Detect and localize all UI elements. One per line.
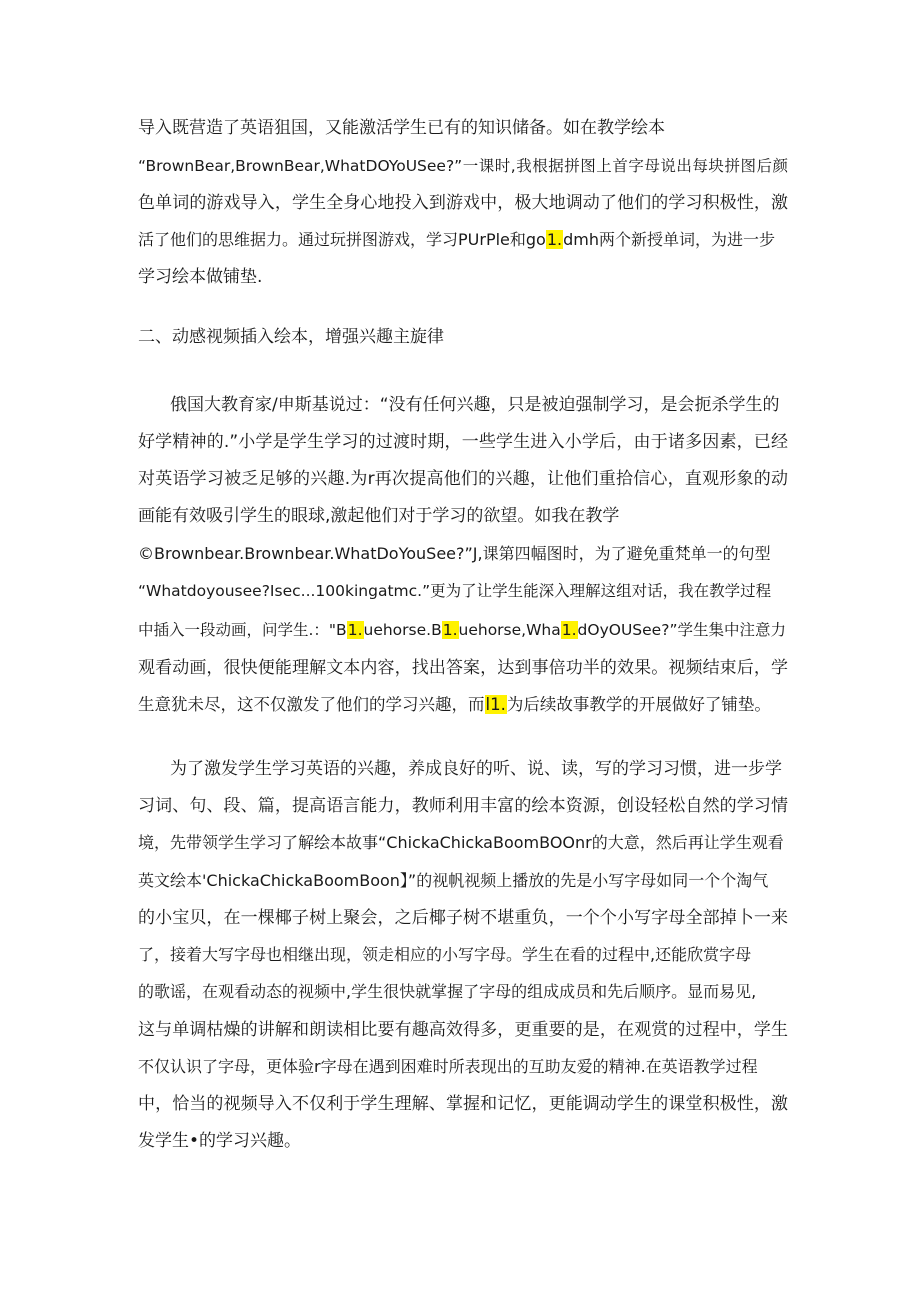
text-line: 好学精神的.”小学是学生学习的过渡时期，一些学生进入小学后，由于诸多因素，已经 bbox=[138, 432, 788, 452]
highlight-mark: 1. bbox=[546, 230, 563, 249]
text-line: “BrownBear,BrownBear,WhatDOYoUSee?”一课时,我根据拼图上首字母说出每块拼图后颜 bbox=[138, 157, 788, 175]
text-line: 中，恰当的视频导入不仅利于学生理解、掌握和记忆，更能调动学生的课堂积极性，激 bbox=[138, 1094, 788, 1114]
text-line: 这与单调枯燥的讲解和朗读相比要有趣高效得多，更重要的是，在观赏的过程中，学生 bbox=[138, 1020, 788, 1040]
text-run: uehorse,Wha bbox=[458, 621, 561, 639]
text-line: 不仅认识了字母，更体验r字母在遇到困难时所表现出的互助友爱的精神.在英语教学过程 bbox=[138, 1057, 758, 1076]
text-line: 的歌谣，在观看动态的视频中,学生很快就掌握了字母的组成成员和先后顺序。显而易见, bbox=[138, 982, 757, 1001]
text-line bbox=[138, 617, 788, 643]
text-line: 对英语学习被乏足够的兴趣.为r再次提高他们的兴趣，让他们重拾信心，直观形象的动 bbox=[138, 469, 788, 489]
text-line: 导入既营造了英语狙国，又能激活学生已有的知识储备。如在教学绘本 bbox=[138, 118, 665, 138]
text-line: 发学生•的学习兴趣。 bbox=[138, 1131, 302, 1151]
highlight-mark: 1. bbox=[561, 621, 577, 639]
highlight-mark: l1. bbox=[485, 695, 506, 714]
text-line: 画能有效吸引学生的眼球,激起他们对于学习的欲望。如我在教学 bbox=[138, 506, 620, 526]
text-line: 习词、句、段、篇，提高语言能力，教师利用丰富的绘本资源，创设轻松自然的学习情 bbox=[138, 796, 788, 816]
text-line: “Whatdoyousee?Isec...100kingatmc.”更为了让学生能深入理解这组对话，我在教学过程 bbox=[138, 582, 772, 600]
highlight-mark: 1. bbox=[442, 621, 458, 639]
text-run: dOyOUSee?”学生集中注意力 bbox=[577, 621, 786, 639]
text-run: 中插入一段动画，问学生.："B bbox=[138, 621, 347, 639]
text-line bbox=[138, 227, 788, 253]
text-line: 英文绘本'ChickaChickaBoomBoon】”的视帆视频上播放的先是小写字母如同一个个淘气 bbox=[138, 871, 769, 890]
text-line: 学习绘本做铺垫. bbox=[138, 267, 263, 287]
text-line: 为了激发学生学习英语的兴趣，养成良好的听、说、读，写的学习习惯，进一步学 bbox=[170, 759, 782, 779]
text-line: 俄国大教育家/申斯基说过：“没有任何兴趣，只是被迫强制学习，是会扼杀学生的 bbox=[170, 395, 780, 415]
text-line: 色单词的游戏导入，学生全身心地投入到游戏中，极大地调动了他们的学习积极性，激 bbox=[138, 193, 788, 213]
text-line: ©Brownbear.Brownbear.WhatDoYouSee?”J,课第四幅图时，为了避免重梵单一的句型 bbox=[138, 544, 771, 563]
section-heading: 二、动感视频插入绘本，增强兴趣主旋律 bbox=[138, 327, 444, 347]
text-line: 的小宝贝，在一棵椰子树上聚会，之后椰子树不堪重负，一个个小写字母全部掉卜一来 bbox=[138, 908, 788, 928]
text-line bbox=[138, 692, 788, 718]
text-run: uehorse.B bbox=[363, 621, 442, 639]
text-line: 境，先带领学生学习了解绘本故事“ChickaChickaBoomBOOnr的大意，然后再让学生观看 bbox=[138, 833, 784, 852]
highlight-mark: 1. bbox=[347, 621, 363, 639]
text-run: dmh两个新授单词，为进一步 bbox=[563, 230, 775, 249]
text-line: 了，接着大写字母也相继出现，领走相应的小写字母。学生在看的过程中,还能欣赏字母 bbox=[138, 945, 752, 964]
text-line: 观看动画，很快便能理解文本内容，找出答案，达到事倍功半的效果。视频结束后，学 bbox=[138, 658, 788, 678]
text-run: 生意犹未尽，这不仅激发了他们的学习兴趣，而 bbox=[138, 695, 485, 714]
text-run: 为后续故事教学的开展做好了铺垫。 bbox=[506, 695, 771, 714]
text-run: 活了他们的思维据力。通过玩拼图游戏，学习PUrPle和go bbox=[138, 230, 546, 249]
